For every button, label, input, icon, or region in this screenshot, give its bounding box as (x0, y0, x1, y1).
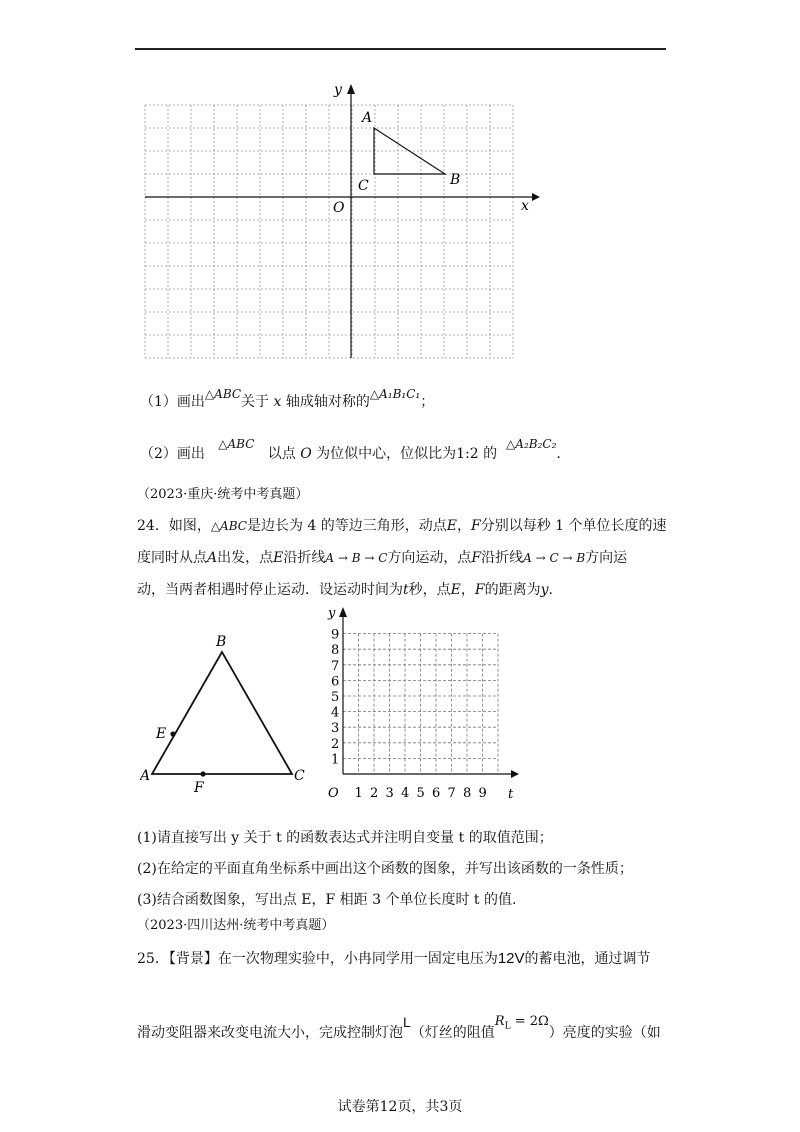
x-axis-arrow (532, 193, 540, 201)
source-citation-1: （2023·重庆·统考中考真题） (137, 487, 309, 502)
t-tick-label: 4 (401, 786, 410, 801)
y-tick-label: 9 (331, 627, 340, 643)
t-tick-labels (355, 786, 487, 801)
y-tick-label: 2 (331, 736, 340, 752)
label-b: B (216, 634, 227, 650)
origin-label: O (333, 200, 345, 216)
q24-line2: 度同时从点A出发，点E沿折线A → B → C方向运动，点F沿折线A → C → B方向运 (137, 550, 628, 566)
dashed-grid-lines (343, 634, 498, 774)
q25-line2: 滑动变阻器来改变电流大小，完成控制灯泡L（灯丝的阻值$R_L = 2\Omega$）亮度的实验（如 (137, 1014, 661, 1041)
q23-part1: （1）画出△ABC关于 x 轴成轴对称的△A₁B₁C₁； (140, 387, 435, 410)
y-tick-label: 6 (331, 674, 340, 690)
label-f: F (194, 780, 204, 796)
t-axis-arrow (511, 770, 519, 778)
t-tick-label: 3 (385, 786, 394, 801)
y-axis-2-arrow (339, 607, 347, 617)
coordinate-grid-figure (140, 78, 540, 368)
y-tick-label: 1 (331, 752, 340, 768)
point-c-label: C (358, 178, 369, 194)
grid-lines (145, 105, 513, 358)
q23-part2: （2）画出 △ABC 以点 O 为位似中心，位似比为1:2 的 △A₂B₂C₂. (140, 437, 561, 462)
triangle-abc-equilateral (152, 652, 292, 774)
q24-line3: 动，当两者相遇时停止运动．设运动时间为t秒，点E，F的距离为y. (137, 582, 553, 598)
y-axis-arrow (347, 84, 355, 94)
y-tick-label: 7 (331, 658, 340, 674)
label-c: C (294, 768, 305, 784)
q24-sub3: (3)结合函数图象，写出点 E，F 相距 3 个单位长度时 t 的值. (137, 892, 517, 908)
t-tick-label: 8 (463, 786, 472, 801)
t-tick-label: 2 (370, 786, 379, 801)
header-rule (135, 48, 666, 50)
q24-sub1: (1)请直接写出 y 关于 t 的函数表达式并注明自变量 t 的取值范围； (137, 830, 553, 846)
t-tick-label: 5 (416, 786, 425, 801)
y-axis-2-label: y (328, 606, 336, 621)
y-tick-label: 4 (331, 705, 340, 721)
x-axis-label: x (521, 198, 529, 214)
point-e-dot (170, 731, 175, 736)
t-axis-label: t (508, 787, 514, 802)
t-tick-label: 6 (432, 786, 441, 801)
blank-function-grid-figure (318, 603, 523, 803)
y-tick-labels (331, 628, 339, 768)
q24-line1: 24．如图，△ABC是边长为 4 的等边三角形，动点E，F分别以每秒 1 个单位长度的速 (137, 518, 667, 534)
point-b-label: B (450, 172, 461, 188)
equilateral-triangle-figure (140, 630, 310, 800)
page-footer: 试卷第12页，共3页 (337, 1099, 463, 1115)
label-a: A (140, 768, 151, 784)
y-tick-label: 8 (331, 643, 340, 659)
y-tick-label: 3 (331, 721, 340, 737)
origin-label-2: O (328, 786, 339, 801)
point-f-dot (200, 771, 205, 776)
t-tick-label: 1 (354, 786, 363, 801)
point-a-label: A (362, 110, 373, 126)
q25-line1: 25．【背景】在一次物理实验中，小冉同学用一固定电压为12V的蓄电池，通过调节 (137, 950, 651, 967)
q24-sub2: (2)在给定的平面直角坐标系中画出这个函数的图象，并写出该函数的一条性质； (137, 861, 633, 877)
t-tick-label: 9 (478, 786, 487, 801)
y-tick-label: 5 (331, 690, 340, 705)
source-citation-2: （2023·四川达州·统考中考真题） (137, 918, 335, 933)
t-tick-label: 7 (447, 786, 456, 801)
y-axis-label: y (334, 82, 342, 98)
label-e: E (156, 726, 167, 742)
